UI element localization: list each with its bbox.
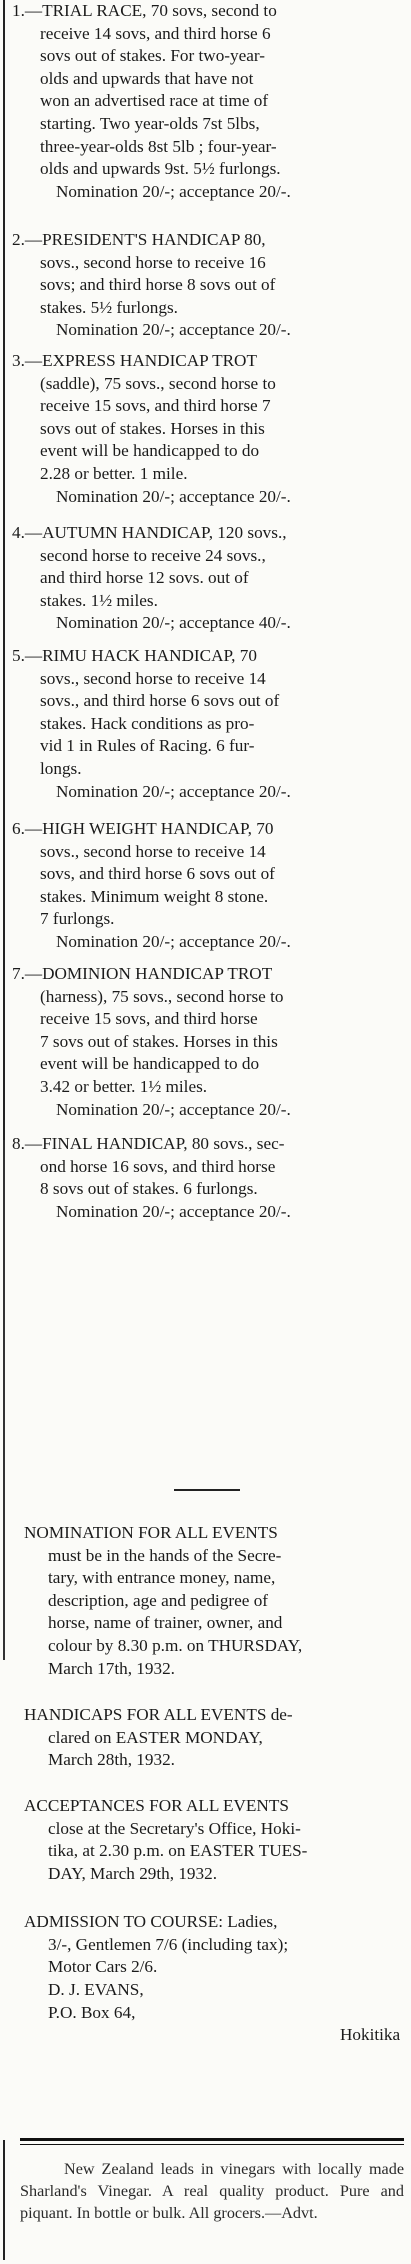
acceptances-notice (24, 1795, 404, 1885)
race-line: receive 14 sovs, and third horse 6 (40, 23, 271, 43)
race-line: 8 sovs out of stakes. 6 furlongs. (40, 1179, 258, 1199)
notice-line: tary, with entrance money, name, (48, 1568, 276, 1588)
race-line: sovs out of stakes. Horses in this (40, 418, 265, 438)
race-line: sovs out of stakes. For two-year- (40, 46, 265, 66)
race-nomination-fees: Nomination 20/-; acceptance 20/-. (56, 486, 291, 506)
notice-line: clared on EASTER MONDAY, (48, 1727, 263, 1747)
notice-heading-line: ADMISSION TO COURSE: Ladies, (24, 1912, 278, 1931)
race-entry (12, 1133, 404, 1223)
race-title-line: 2.—PRESIDENT'S HANDICAP 80, (12, 230, 266, 249)
race-line: sovs., and third horse 6 sovs out of (40, 691, 280, 711)
race-line: sovs, and third horse 6 sovs out of (40, 864, 275, 884)
notice-line: tika, at 2.30 p.m. on EASTER TUES- (48, 1841, 308, 1861)
race-line: and third horse 12 sovs. out of (40, 568, 249, 588)
race-line: olds and upwards 9st. 5½ furlongs. (40, 159, 281, 179)
double-rule-divider (20, 2138, 404, 2145)
race-title-line: 8.—FINAL HANDICAP, 80 sovs., sec- (12, 1134, 285, 1153)
race-line: longs. (40, 758, 82, 778)
race-line: 2.28 or better. 1 mile. (40, 463, 188, 483)
column-rule (3, 0, 5, 1140)
race-line: olds and upwards that have not (40, 68, 254, 88)
race-nomination-fees: Nomination 20/-; acceptance 20/-. (56, 1099, 291, 1119)
race-nomination-fees: Nomination 20/-; acceptance 20/-. (56, 320, 291, 340)
notice-heading-line: HANDICAPS FOR ALL EVENTS de- (24, 1705, 293, 1724)
race-line: receive 15 sovs, and third horse 7 (40, 396, 271, 416)
advertisement (20, 2158, 404, 2224)
race-line: receive 15 sovs, and third horse (40, 1009, 258, 1029)
race-title-line: 3.—EXPRESS HANDICAP TROT (12, 351, 257, 370)
column-rule (3, 1140, 5, 1660)
section-divider (174, 1489, 240, 1491)
race-line: second horse to receive 24 sovs., (40, 545, 266, 565)
race-title-line: 4.—AUTUMN HANDICAP, 120 sovs., (12, 523, 287, 542)
race-nomination-fees: Nomination 20/-; acceptance 20/-. (56, 181, 291, 201)
notice-line: horse, name of trainer, owner, and (48, 1613, 283, 1633)
secretary-town: Hokitika (340, 2025, 401, 2045)
race-line: sovs; and third horse 8 sovs out of (40, 275, 276, 295)
race-entry (12, 0, 404, 203)
notice-heading-line: NOMINATION FOR ALL EVENTS (24, 1523, 278, 1542)
race-line: 7 furlongs. (40, 909, 115, 929)
race-title-line: 7.—DOMINION HANDICAP TROT (12, 964, 273, 983)
race-line: sovs., second horse to receive 16 (40, 252, 266, 272)
race-title-line: 5.—RIMU HACK HANDICAP, 70 (12, 646, 257, 665)
race-entry (12, 522, 404, 635)
nomination-notice (24, 1522, 404, 1680)
signature-block (24, 1979, 404, 2047)
handicaps-notice (24, 1704, 404, 1772)
race-line: stakes. 1½ miles. (40, 590, 158, 610)
notice-line: Motor Cars 2/6. (48, 1957, 158, 1977)
race-line: ond horse 16 sovs, and third horse (40, 1156, 276, 1176)
race-entry (12, 229, 404, 342)
race-entry (12, 645, 404, 803)
notice-line: DAY, March 29th, 1932. (48, 1863, 218, 1883)
notice-heading-line: ACCEPTANCES FOR ALL EVENTS (24, 1796, 289, 1815)
race-line: won an advertised race at time of (40, 91, 269, 111)
notice-line: March 17th, 1932. (48, 1658, 175, 1678)
race-entry (12, 818, 404, 954)
race-line: stakes. Hack conditions as pro- (40, 713, 255, 733)
race-line: event will be handicapped to do (40, 1054, 260, 1074)
race-nomination-fees: Nomination 20/-; acceptance 20/-. (56, 1201, 291, 1221)
race-title-line: 1.—TRIAL RACE, 70 sovs, second to (12, 1, 277, 20)
race-title-line: 6.—HIGH WEIGHT HANDICAP, 70 (12, 819, 274, 838)
column-rule (3, 2140, 5, 2260)
race-line: event will be handicapped to do (40, 441, 260, 461)
race-line: sovs., second horse to receive 14 (40, 668, 266, 688)
race-line: 3.42 or better. 1½ miles. (40, 1076, 208, 1096)
race-nomination-fees: Nomination 20/-; acceptance 20/-. (56, 781, 291, 801)
race-line: stakes. Minimum weight 8 stone. (40, 886, 269, 906)
race-entry (12, 350, 404, 508)
race-line: three-year-olds 8st 5lb ; four-year- (40, 136, 277, 156)
race-nomination-fees: Nomination 20/-; acceptance 40/-. (56, 613, 291, 633)
race-line: vid 1 in Rules of Racing. 6 fur- (40, 736, 255, 756)
notice-line: description, age and pedigree of (48, 1590, 269, 1610)
race-line: (saddle), 75 sovs., second horse to (40, 373, 276, 393)
notice-line: close at the Secretary's Office, Hoki- (48, 1818, 301, 1838)
race-line: 7 sovs out of stakes. Horses in this (40, 1031, 278, 1051)
race-nomination-fees: Nomination 20/-; acceptance 20/-. (56, 931, 291, 951)
race-line: sovs., second horse to receive 14 (40, 841, 266, 861)
secretary-box: P.O. Box 64, (48, 2002, 136, 2022)
notice-line: 3/-, Gentlemen 7/6 (including tax); (48, 1934, 289, 1954)
race-line: starting. Two year-olds 7st 5lbs, (40, 113, 260, 133)
secretary-name: D. J. EVANS, (48, 1980, 144, 1999)
notice-line: March 28th, 1932. (48, 1750, 175, 1770)
notice-line: colour by 8.30 p.m. on THURSDAY, (48, 1635, 303, 1655)
admission-notice (24, 1911, 404, 1979)
race-line: stakes. 5½ furlongs. (40, 297, 178, 317)
advertisement-text: New Zealand leads in vinegars with locally made Sharland's Vinegar. A real quality product. Pure and piquant. In bottle or bulk. All grocers.—Advt. (20, 2160, 404, 2222)
notice-line: must be in the hands of the Secre- (48, 1545, 282, 1565)
race-line: (harness), 75 sovs., second horse to (40, 986, 284, 1006)
race-entry (12, 963, 404, 1121)
